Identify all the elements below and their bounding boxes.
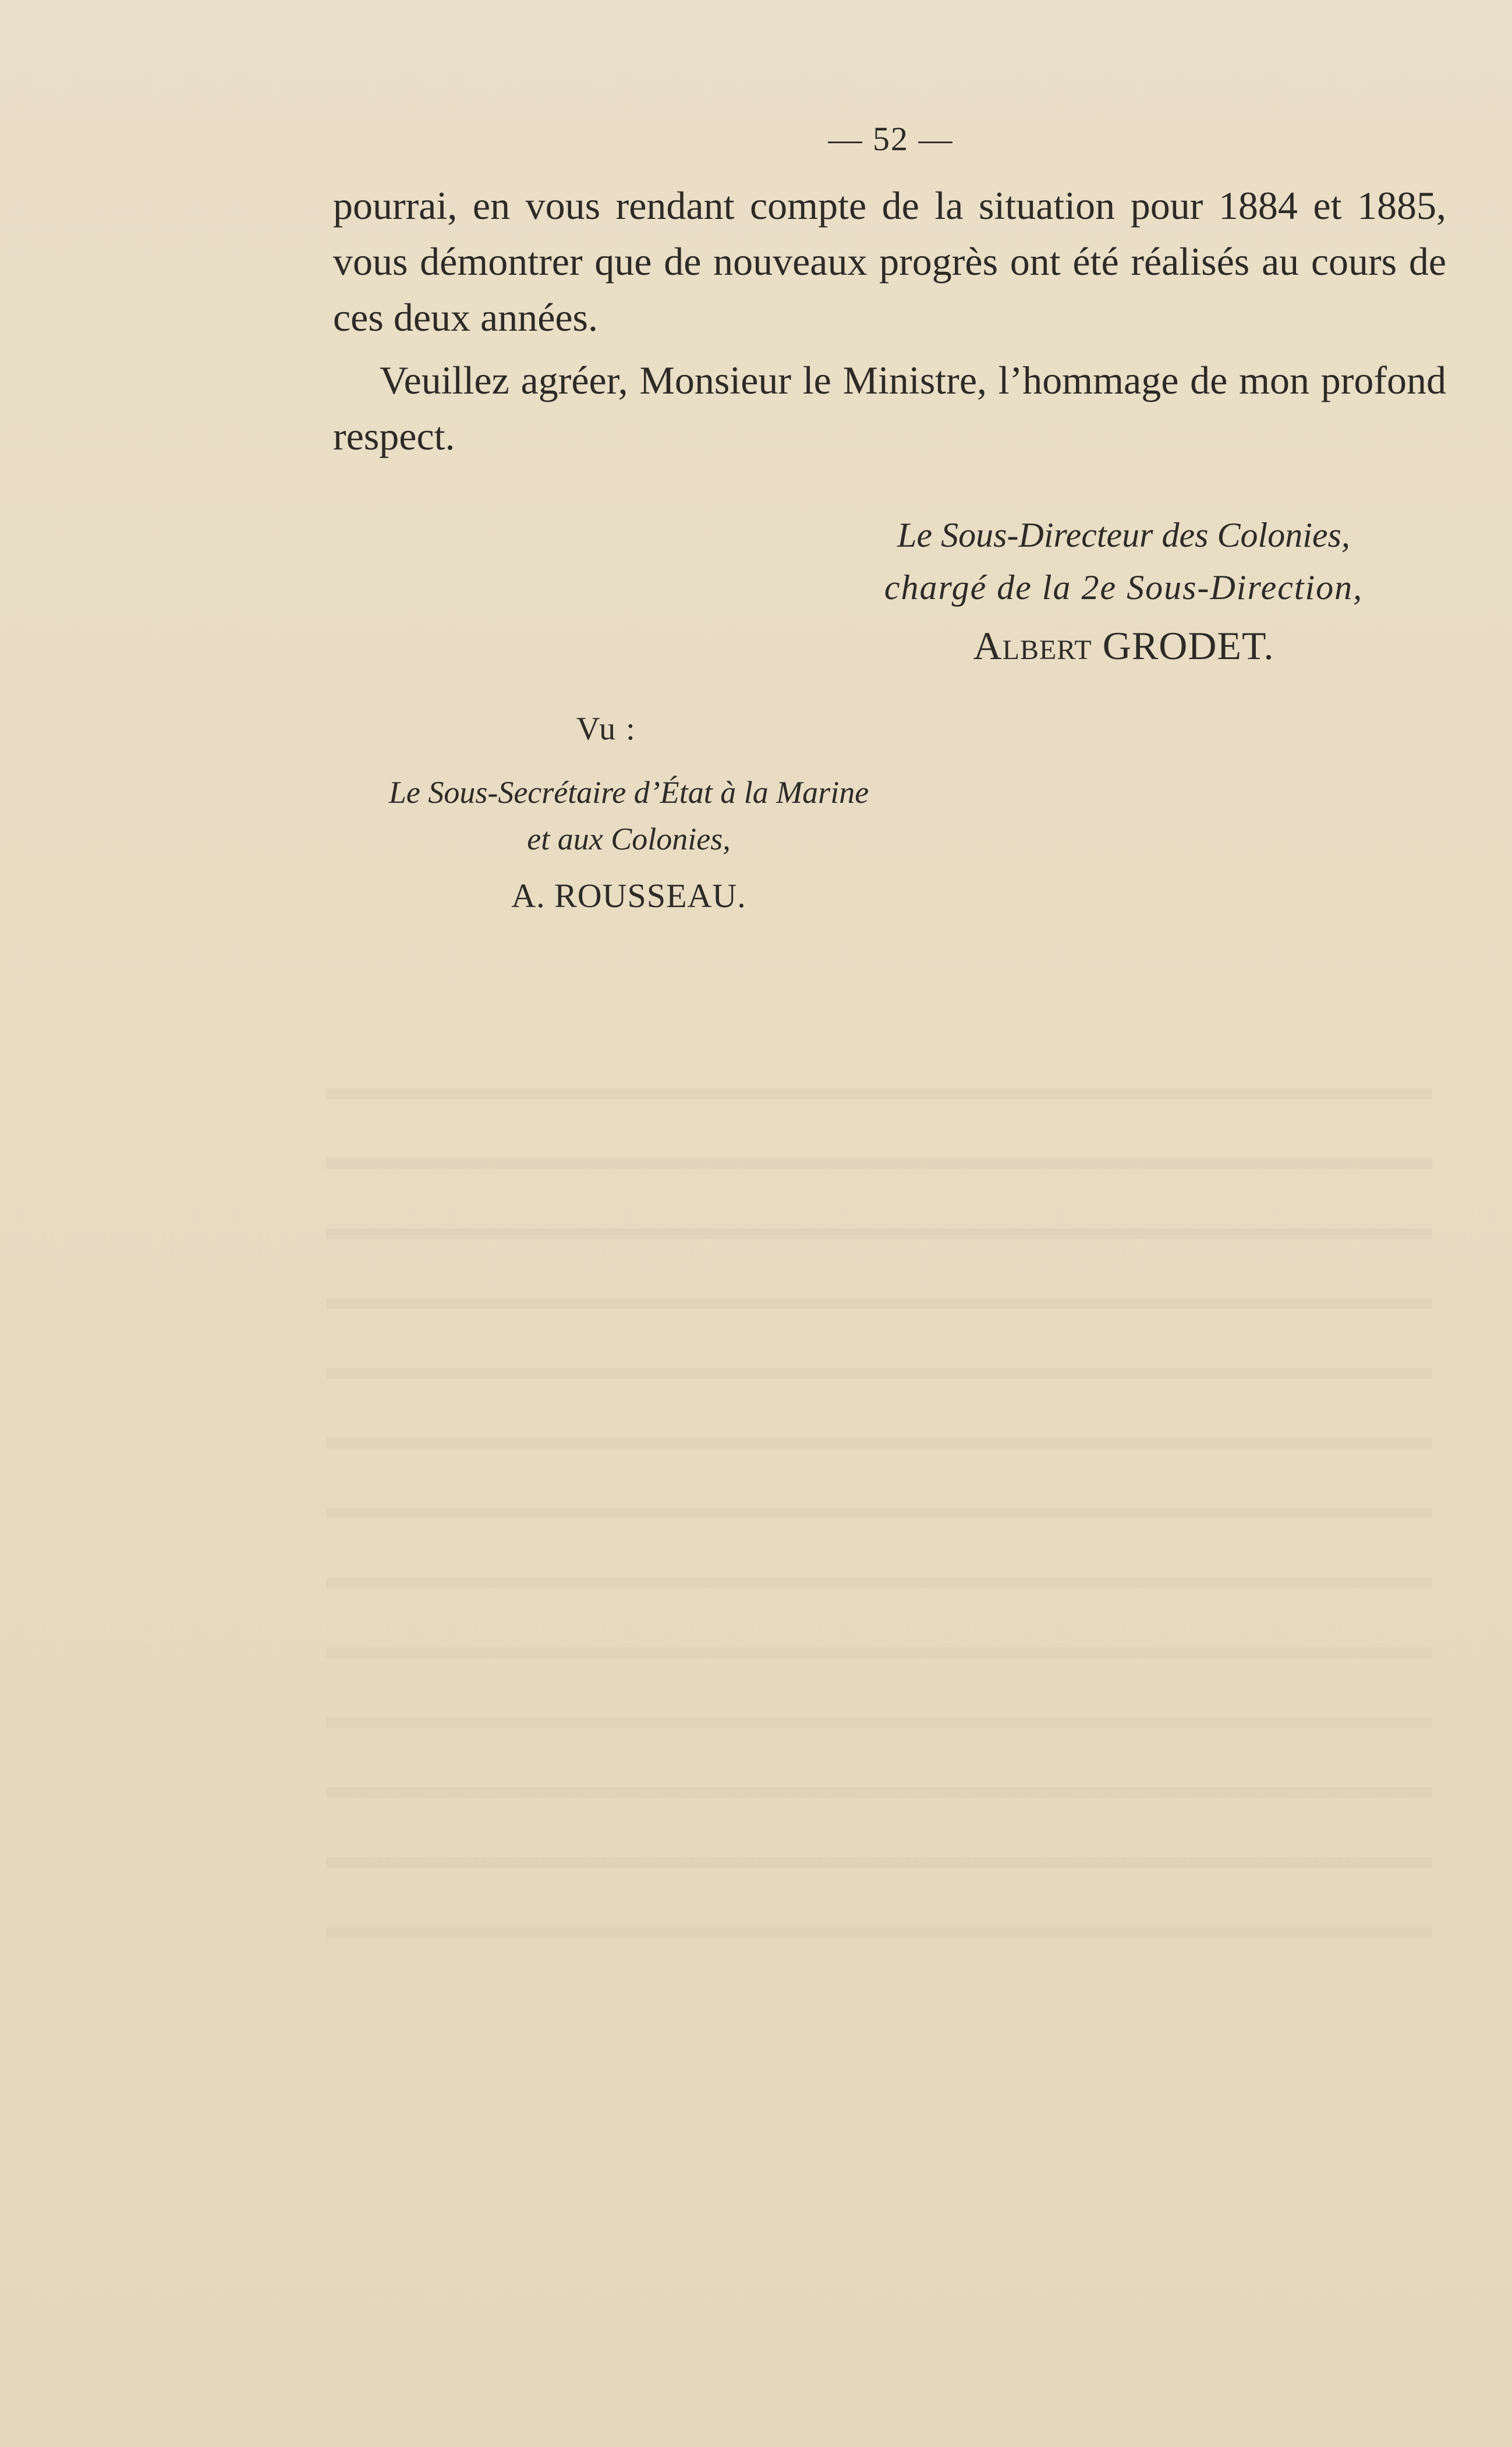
paragraph-2: Veuillez agréer, Monsieur le Ministre, l’hommage de mon profond respect. bbox=[333, 358, 1446, 458]
approval-title-line-2: et aux Colonies, bbox=[527, 821, 731, 856]
paragraph-1: pourrai, en vous rendant compte de la situation pour 1884 et 1885, vous démontrer que de nouveaux progrès ont été réalisés au cours de ces deux années. bbox=[333, 183, 1446, 339]
signature-title-line-2: chargé de la 2e Sous-Direction, bbox=[884, 568, 1364, 607]
signature-name bbox=[815, 623, 1432, 669]
signature-last-name: GRODET. bbox=[1102, 624, 1274, 668]
signature-title-line-1: Le Sous-Directeur des Colonies, bbox=[897, 516, 1350, 554]
bleed-through-texture bbox=[326, 1048, 1432, 1979]
page-number: — 52 — bbox=[828, 120, 954, 158]
signature-first-name: Albert bbox=[973, 624, 1092, 668]
vu-label: Vu : bbox=[576, 711, 636, 747]
approval-title-line-1: Le Sous-Secrétaire d’État à la Marine bbox=[388, 775, 869, 810]
approval-name: A. ROUSSEAU. bbox=[511, 877, 746, 915]
